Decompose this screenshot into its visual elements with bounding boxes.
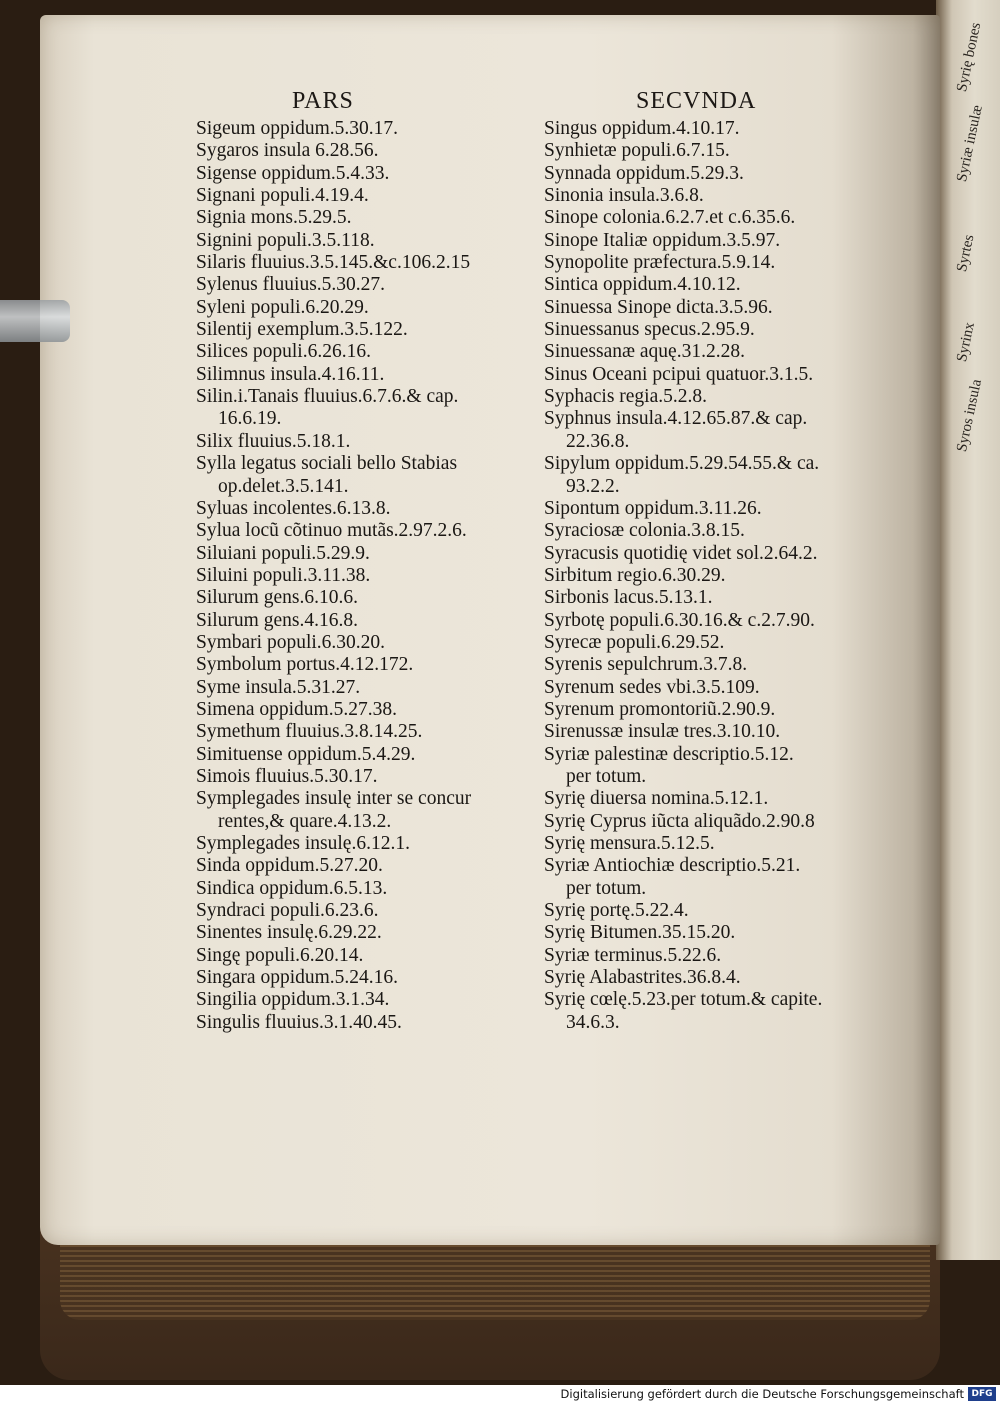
entry-continuation: per totum. [566,765,647,787]
entry-text: Signia mons.5.29.5. [196,207,352,229]
entry-text: Sinope Italiæ oppidum.3.5.97. [544,229,781,251]
index-entry [544,230,894,252]
entry-text: Silimnus insula.4.16.11. [196,363,385,385]
index-entry [196,163,536,185]
index-entry [196,230,536,252]
index-entry [196,855,536,877]
index-entry [196,833,536,855]
index-entry [544,163,894,185]
entry-text: Sirbitum regio.6.30.29. [544,564,726,586]
index-entry [196,498,536,520]
entry-text: Simois fluuius.5.30.17. [196,765,378,787]
entry-text: Syrenum promontoriũ.2.90.9. [544,698,776,720]
index-entry [196,319,536,341]
index-entry [196,297,536,319]
index-entry [196,677,536,699]
index-entry [196,565,536,587]
entry-text: Sipontum oppidum.3.11.26. [544,497,762,519]
index-entry [544,721,894,743]
entry-text: Syluas incolentes.6.13.8. [196,497,391,519]
index-entry [544,565,894,587]
footer-credit: Digitalisierung gefördert durch die Deutsche Forschungsgemeinschaft [560,1387,964,1401]
entry-text: Syrię portę.5.22.4. [544,900,689,922]
entry-text: Sinonia insula.3.6.8. [544,185,704,207]
entry-text: Silurum gens.4.16.8. [196,609,358,631]
entry-text: Syrię Alabastrites.36.8.4. [544,967,741,989]
entry-text: Syrenum sedes vbi.3.5.109. [544,676,760,698]
dfg-logo: DFG [968,1387,996,1401]
index-entry [196,118,536,140]
index-entry [544,543,894,565]
entry-text: Sinus Oceani pcipui quatuor.3.1.5. [544,363,814,385]
index-entry [544,744,894,789]
index-entry [196,274,536,296]
index-entry [196,431,536,453]
entry-text: Symplegades insulę inter se concur [196,788,472,810]
entry-text: Silix fluuius.5.18.1. [196,430,351,452]
entry-text: Silin.i.Tanais fluuius.6.7.6.& cap. [196,386,459,408]
index-entry [196,386,536,431]
index-entry [544,386,894,408]
index-entry [196,766,536,788]
index-entry [544,989,894,1034]
entry-text: Singę populi.6.20.14. [196,944,364,966]
entry-text: Silaris fluuius.3.5.145.&c.106.2.15 [196,252,471,274]
entry-continuation: 34.6.3. [566,1011,620,1033]
index-entry [544,297,894,319]
index-entry [544,610,894,632]
entry-text: Syndraci populi.6.23.6. [196,900,379,922]
index-entry [544,900,894,922]
facing-page-fragment: Syrtes [954,233,978,274]
index-entry [196,610,536,632]
index-entry [544,811,894,833]
entry-continuation: per totum. [566,877,647,899]
page-clip [0,300,70,342]
entry-text: Symplegades insulę.6.12.1. [196,833,410,854]
entry-text: Signini populi.3.5.118. [196,229,375,251]
entry-text: Singulis fluuius.3.1.40.45. [196,1011,402,1033]
entry-text: Sinuessanus specus.2.95.9. [544,319,755,341]
index-entry [196,587,536,609]
index-entry [544,274,894,296]
entry-text: Singara oppidum.5.24.16. [196,967,399,989]
index-entry [196,900,536,922]
entry-text: Syracusis quotidię videt sol.2.64.2. [544,542,818,564]
index-column-right [544,118,894,1034]
entry-text: Sirbonis lacus.5.13.1. [544,587,713,609]
entry-text: Syrię Bitumen.35.15.20. [544,922,736,944]
entry-text: Sintica oppidum.4.10.12. [544,274,741,296]
entry-text: Syrecæ populi.6.29.52. [544,631,725,653]
entry-text: Sirenussæ insulæ tres.3.10.10. [544,721,781,743]
entry-text: Symbolum portus.4.12.172. [196,654,414,676]
index-entry [544,341,894,363]
index-column-left [196,118,536,1034]
index-entry [544,833,894,855]
index-entry [196,744,536,766]
entry-text: Sindica oppidum.6.5.13. [196,877,388,899]
entry-text: Symethum fluuius.3.8.14.25. [196,721,423,743]
index-entry [544,207,894,229]
entry-text: Syrię cœlę.5.23.per totum.& capite. [544,989,823,1011]
index-entry [196,543,536,565]
entry-text: Symbari populi.6.30.20. [196,631,386,653]
entry-text: Syrenis sepulchrum.3.7.8. [544,654,748,676]
index-entry [544,587,894,609]
index-entry [544,945,894,967]
entry-text: Sinope colonia.6.2.7.et c.6.35.6. [544,207,796,229]
entry-text: Siluini populi.3.11.38. [196,564,371,586]
index-entry [544,967,894,989]
index-entry [196,967,536,989]
entry-text: Sinuessa Sinope dicta.3.5.96. [544,296,773,318]
footer-bar [0,1385,1000,1405]
index-entry [196,654,536,676]
running-header-left: PARS [292,88,354,114]
entry-text: Syriæ palestinæ descriptio.5.12. [544,743,794,765]
entry-text: Synnada oppidum.5.29.3. [544,162,744,184]
index-entry [196,1012,536,1034]
entry-text: Sylua locũ cõtinuo mutãs.2.97.2.6. [196,520,467,542]
entry-text: Syphacis regia.5.2.8. [544,386,708,408]
index-entry [544,408,894,453]
entry-text: Singus oppidum.4.10.17. [544,118,740,139]
entry-continuation: op.delet.3.5.141. [218,475,349,497]
index-entry [196,341,536,363]
index-entry [544,252,894,274]
facing-page-fragment: Syriæ insulæ [954,103,986,184]
entry-text: Sipylum oppidum.5.29.54.55.& ca. [544,453,820,475]
index-entry [196,699,536,721]
index-entry [544,699,894,721]
index-entry [544,453,894,498]
index-entry [544,677,894,699]
entry-text: Sinentes insulę.6.29.22. [196,922,382,944]
index-entry [544,185,894,207]
entry-text: Syme insula.5.31.27. [196,676,361,698]
entry-text: Sinuessanæ aquę.31.2.28. [544,341,745,363]
index-entry [544,498,894,520]
entry-text: Syrię diuersa nomina.5.12.1. [544,788,769,810]
entry-text: Siluiani populi.5.29.9. [196,542,370,564]
index-entry [196,520,536,542]
entry-text: Signani populi.4.19.4. [196,185,369,207]
facing-page-fragment: Syrinx [954,320,978,364]
entry-text: Syriæ terminus.5.22.6. [544,944,722,966]
index-entry [196,945,536,967]
entry-text: Silices populi.6.26.16. [196,341,371,363]
index-entry [544,520,894,542]
entry-text: Syphnus insula.4.12.65.87.& cap. [544,408,808,430]
index-entry [544,855,894,900]
entry-text: Synopolite præfectura.5.9.14. [544,252,776,274]
index-entry [544,632,894,654]
entry-continuation: 22.36.8. [566,430,630,452]
facing-page [936,0,1000,1260]
facing-page-fragment: Syrię bones [954,21,985,94]
index-entry [544,364,894,386]
index-entry [544,118,894,140]
entry-text: Syraciosæ colonia.3.8.15. [544,520,745,542]
index-entry [196,207,536,229]
entry-text: Simena oppidum.5.27.38. [196,698,397,720]
index-entry [544,654,894,676]
entry-text: Syrbotę populi.6.30.16.& c.2.7.90. [544,609,815,631]
entry-text: Simituense oppidum.5.4.29. [196,743,416,765]
index-entry [544,140,894,162]
index-entry [544,788,894,810]
index-entry [196,364,536,386]
index-entry [196,922,536,944]
index-entry [544,922,894,944]
index-entry [196,878,536,900]
entry-continuation: 16.6.19. [218,408,282,430]
entry-text: Sygaros insula 6.28.56. [196,140,379,162]
entry-text: Silentij exemplum.3.5.122. [196,319,408,341]
page-edges [60,1240,930,1320]
index-entry [196,140,536,162]
entry-text: Syleni populi.6.20.29. [196,296,369,318]
entry-text: Sinda oppidum.5.27.20. [196,855,383,877]
entry-text: Silurum gens.6.10.6. [196,587,358,609]
entry-text: Syrię mensura.5.12.5. [544,833,715,854]
entry-continuation: rentes,& quare.4.13.2. [218,810,392,832]
entry-text: Sylla legatus sociali bello Stabias [196,453,458,475]
index-entry [196,632,536,654]
entry-text: Syriæ Antiochiæ descriptio.5.21. [544,855,801,877]
index-entry [196,721,536,743]
index-entry [196,252,536,274]
index-entry [196,788,536,833]
entry-text: Sigeum oppidum.5.30.17. [196,118,399,139]
entry-text: Synhietæ populi.6.7.15. [544,140,730,162]
entry-text: Sylenus fluuius.5.30.27. [196,274,386,296]
index-entry [196,989,536,1011]
entry-continuation: 93.2.2. [566,475,620,497]
entry-text: Sigense oppidum.5.4.33. [196,162,390,184]
index-entry [544,319,894,341]
index-entry [196,185,536,207]
entry-text: Singilia oppidum.3.1.34. [196,989,390,1011]
index-entry [196,453,536,498]
running-header-right: SECVNDA [636,88,757,114]
facing-page-fragment: Syros insula [954,377,985,454]
entry-text: Syrię Cyprus iũcta aliquãdo.2.90.8 [544,810,815,832]
